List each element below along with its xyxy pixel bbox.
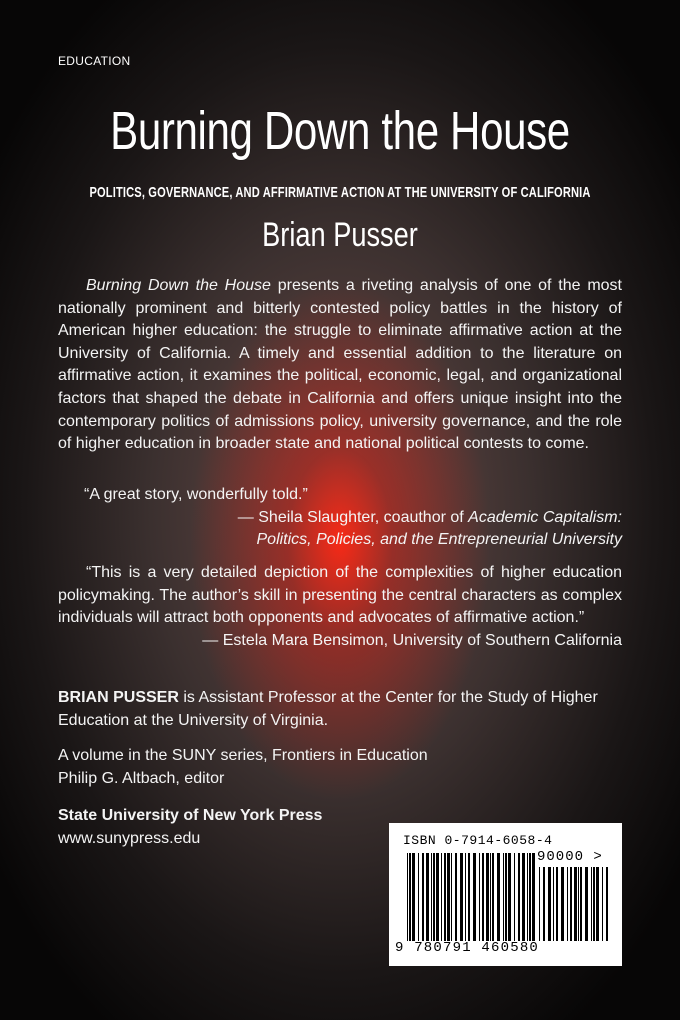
book-title: Burning Down the House xyxy=(110,101,570,161)
isbn-label: ISBN 0-7914-6058-4 xyxy=(403,833,553,848)
addon-bar-7 xyxy=(570,867,572,941)
ean-bar-31 xyxy=(529,853,531,941)
ean-digits: 9 780791 460580 xyxy=(395,940,540,956)
publisher-name: State University of New York Press xyxy=(58,807,323,824)
series-line-2: Philip G. Altbach, editor xyxy=(58,769,225,787)
addon-bar-8 xyxy=(574,867,577,941)
ean-bar-2 xyxy=(412,853,415,941)
addon-bar-9 xyxy=(578,867,579,941)
barcode-box xyxy=(389,823,622,966)
ean-bar-11 xyxy=(447,853,450,941)
ean-bar-30 xyxy=(527,853,528,941)
addon-bar-12 xyxy=(591,867,592,941)
ean-bar-4 xyxy=(422,853,424,941)
quote-2-text: “This is a very detailed depiction of the complexities of higher education policymaking. The author’s skill in presenting the central characters as complex individuals will attract both opponents and advocates of affirmative action.” xyxy=(58,564,622,627)
ean-bar-18 xyxy=(479,853,480,941)
endorsement-quote-2 xyxy=(58,562,622,652)
ean-bar-9 xyxy=(441,853,442,941)
ean-bar-22 xyxy=(492,853,494,941)
ean-bar-15 xyxy=(465,853,466,941)
series-info xyxy=(58,745,622,790)
author-name: Brian Pusser xyxy=(262,216,418,254)
addon-bar-16 xyxy=(606,867,608,941)
quote-2-attribution: — Estela Mara Bensimon, University of Southern California xyxy=(202,631,622,649)
quote-1-attribution-work-2: Politics, Policies, and the Entrepreneurial University xyxy=(256,531,622,549)
addon-bar-15 xyxy=(602,867,603,941)
ean-bar-25 xyxy=(505,853,507,941)
description-title-ref: Burning Down the House xyxy=(86,277,271,294)
addon-bar-13 xyxy=(593,867,595,941)
bio-text: is Assistant Professor at the Center for the Study of Higher Education at the University of Virginia. xyxy=(58,689,598,729)
ean-bar-1 xyxy=(409,853,411,941)
quote-1-attribution-work-1: Academic Capitalism: xyxy=(468,508,622,526)
endorsement-quote-1 xyxy=(58,484,622,552)
addon-bar-4 xyxy=(556,867,558,941)
book-subtitle: POLITICS, GOVERNANCE, AND AFFIRMATIVE ACTION AT THE UNIVERSITY OF CALIFORNIA xyxy=(89,184,591,201)
addon-bar-1 xyxy=(543,867,545,941)
ean-bar-6 xyxy=(431,853,432,941)
addon-bar-3 xyxy=(553,867,554,941)
ean-bar-5 xyxy=(426,853,429,941)
price-addon-value: 90000 xyxy=(537,849,585,865)
addon-bar-14 xyxy=(596,867,599,941)
ean-bar-20 xyxy=(486,853,489,941)
quote-1-text: “A great story, wonderfully told.” xyxy=(84,486,308,503)
addon-bar-5 xyxy=(561,867,564,941)
book-description xyxy=(58,275,622,456)
ean-bar-21 xyxy=(490,853,491,941)
ean-bar-16 xyxy=(468,853,470,941)
addon-bar-11 xyxy=(585,867,588,941)
price-addon-arrow: > xyxy=(593,849,603,865)
quote-1-attribution-prefix: — Sheila Slaughter, coauthor of xyxy=(237,508,469,526)
ean-bar-0 xyxy=(407,853,408,941)
bio-name: BRIAN PUSSER xyxy=(58,689,179,706)
ean-bar-13 xyxy=(455,853,457,941)
addon-bar-6 xyxy=(567,867,568,941)
addon-bar-2 xyxy=(548,867,551,941)
ean-bar-12 xyxy=(451,853,452,941)
addon-bar-10 xyxy=(580,867,582,941)
publisher-url[interactable]: www.sunypress.edu xyxy=(58,829,201,847)
addon-bar-0 xyxy=(539,867,540,941)
ean-bar-14 xyxy=(460,853,463,941)
ean-bar-26 xyxy=(508,853,511,941)
ean-bar-23 xyxy=(497,853,500,941)
ean-bar-7 xyxy=(433,853,435,941)
ean-bar-19 xyxy=(482,853,484,941)
author-bio xyxy=(58,687,622,732)
ean-bar-28 xyxy=(518,853,520,941)
ean-bar-10 xyxy=(444,853,446,941)
ean-bar-24 xyxy=(503,853,504,941)
category-label: EDUCATION xyxy=(58,54,131,68)
ean-bar-32 xyxy=(532,853,535,941)
ean-bar-29 xyxy=(522,853,525,941)
ean-bar-27 xyxy=(514,853,515,941)
ean-bar-17 xyxy=(473,853,476,941)
ean-bar-8 xyxy=(436,853,439,941)
ean-bar-3 xyxy=(418,853,419,941)
series-line-1: A volume in the SUNY series, Frontiers in Education xyxy=(58,747,428,764)
description-text: presents a riveting analysis of one of the most nationally prominent and bitterly contested policy battles in the history of American higher education: the struggle to eliminate affirmative action at the University of California. A timely and essential addition to the literature on affirmative action, it examines the political, economic, legal, and organizational factors that shaped the debate in California and offers unique insight into the contemporary politics of admissions policy, university governance, and the role of higher education in broader state and national political contests to come. xyxy=(58,277,622,453)
quote-1-attribution xyxy=(58,507,622,530)
